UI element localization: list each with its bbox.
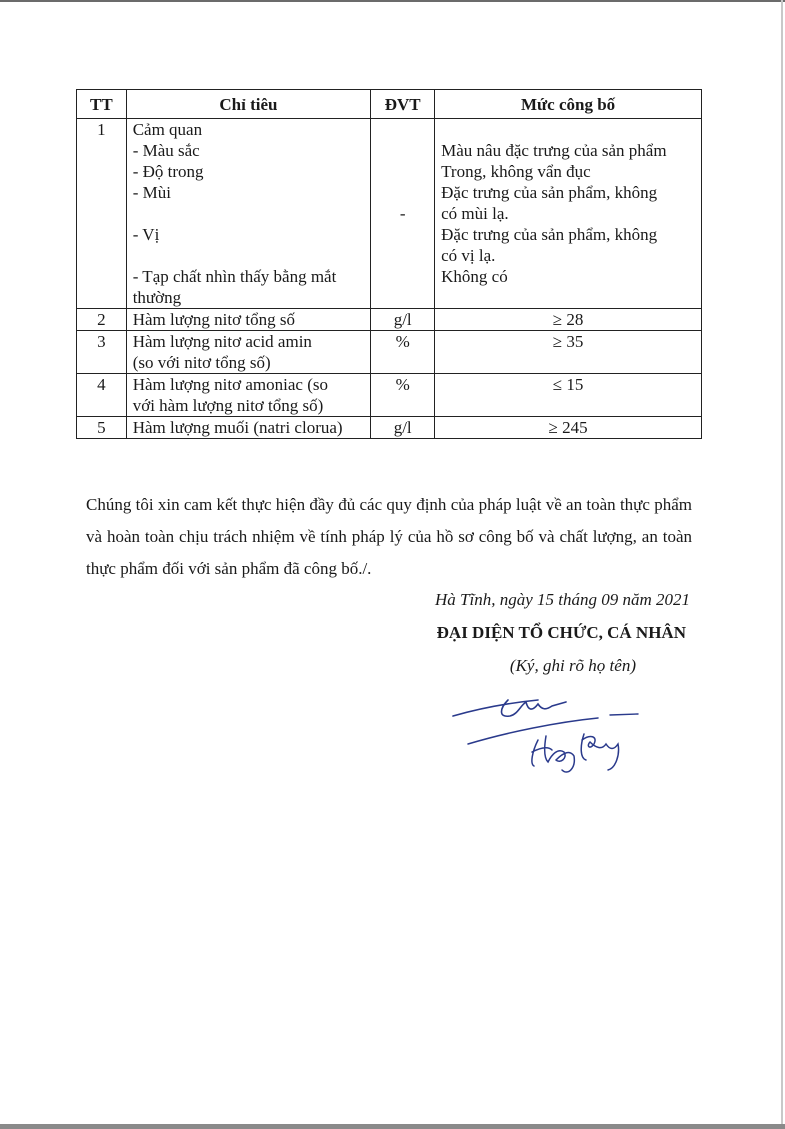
row1-value-4: có mùi lạ. — [441, 204, 509, 223]
page-bottom-edge — [0, 1124, 785, 1129]
row1-item-mau-sac: - Màu sắc — [132, 141, 200, 160]
row1-value-5: Đặc trưng của sản phẩm, không — [441, 225, 658, 244]
row3-muc-cong-bo: ≥ 35 — [435, 331, 702, 374]
row2-dvt: g/l — [371, 309, 435, 331]
row4-dvt: % — [371, 374, 435, 417]
sign-note: (Ký, ghi rõ họ tên) — [509, 656, 636, 675]
row5-tt: 5 — [77, 417, 127, 439]
date-line: Hà Tĩnh, ngày 15 tháng 09 năm 2021 — [435, 590, 690, 609]
row3-chi-tieu-line2: (so với nitơ tổng số) — [132, 353, 271, 372]
table-row — [77, 119, 702, 309]
row1-value-1: Màu nâu đặc trưng của sản phẩm — [441, 141, 667, 160]
row3-tt: 3 — [77, 331, 127, 374]
row1-chi-tieu — [126, 119, 371, 309]
row1-muc-cong-bo — [435, 119, 702, 309]
row2-tt: 2 — [77, 309, 127, 331]
table-row — [77, 309, 702, 331]
header-chi-tieu: Chỉ tiêu — [126, 90, 371, 119]
row4-chi-tieu — [126, 374, 371, 417]
row4-tt: 4 — [77, 374, 127, 417]
row1-item-mui: - Mùi — [132, 183, 171, 202]
header-tt: TT — [77, 90, 127, 119]
row4-muc-cong-bo: ≤ 15 — [435, 374, 702, 417]
row5-muc-cong-bo: ≥ 245 — [435, 417, 702, 439]
row1-item-tap-chat: - Tạp chất nhìn thấy bằng mắt — [132, 267, 337, 286]
row2-chi-tieu: Hàm lượng nitơ tổng số — [126, 309, 371, 331]
table-header-row — [77, 90, 702, 119]
table-row — [77, 374, 702, 417]
handwritten-signature — [448, 688, 648, 778]
row1-tt: 1 — [77, 119, 127, 309]
row3-chi-tieu-line1: Hàm lượng nitơ acid amin — [132, 332, 312, 351]
row2-muc-cong-bo: ≥ 28 — [435, 309, 702, 331]
specification-table — [76, 89, 702, 439]
row4-chi-tieu-line2: với hàm lượng nitơ tổng số) — [132, 396, 324, 415]
table-row — [77, 331, 702, 374]
row4-chi-tieu-line1: Hàm lượng nitơ amoniac (so — [132, 375, 328, 394]
row3-chi-tieu — [126, 331, 371, 374]
row5-chi-tieu: Hàm lượng muối (natri clorua) — [126, 417, 371, 439]
table-row — [77, 417, 702, 439]
row1-value-3: Đặc trưng của sản phẩm, không — [441, 183, 658, 202]
row1-dvt: - — [371, 119, 435, 309]
header-muc-cong-bo: Mức công bố — [435, 90, 702, 119]
row1-item-vi: - Vị — [132, 225, 160, 244]
row1-value-7: Không có — [441, 267, 508, 286]
row1-item-do-trong: - Độ trong — [132, 162, 204, 181]
row1-item-tap-chat-cont: thường — [132, 288, 182, 307]
representative-title: ĐẠI DIỆN TỔ CHỨC, CÁ NHÂN — [436, 623, 686, 642]
page-right-edge — [781, 0, 783, 1129]
row1-value-2: Trong, không vẩn đục — [441, 162, 591, 181]
header-dvt: ĐVT — [371, 90, 435, 119]
row1-value-6: có vị lạ. — [441, 246, 496, 265]
row3-dvt: % — [371, 331, 435, 374]
page-top-edge — [0, 0, 785, 2]
commitment-paragraph: Chúng tôi xin cam kết thực hiện đầy đủ các quy định của pháp luật về an toàn thực phẩm và hoàn toàn chịu trách nhiệm về tính pháp lý của hồ sơ công bố và chất lượng, an toàn thực phẩm đối với sản phẩm đã công bố./. — [86, 495, 692, 578]
row5-dvt: g/l — [371, 417, 435, 439]
row1-title: Cảm quan — [132, 120, 203, 139]
